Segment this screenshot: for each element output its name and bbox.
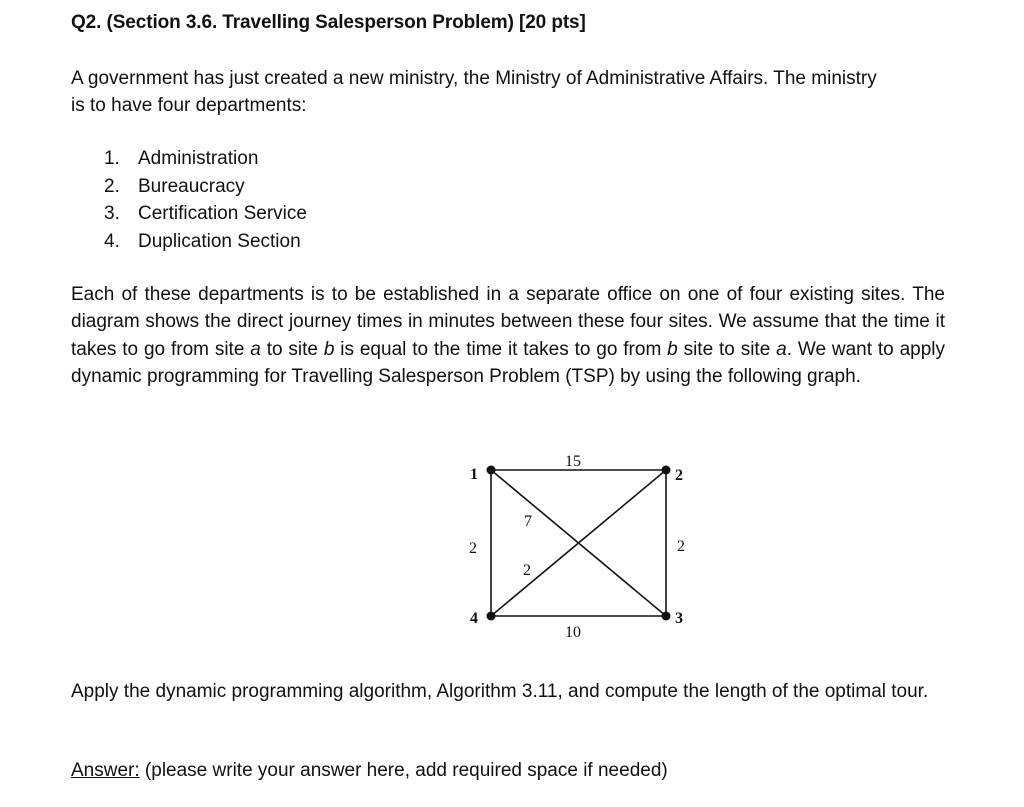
list-item-number: 1.: [104, 148, 120, 169]
list-item-number: 2.: [104, 175, 120, 197]
departments-list: [104, 145, 307, 255]
node-4-dot: [487, 612, 496, 621]
answer-prompt: (please write your answer here, add required space if needed): [139, 760, 668, 781]
edge-1-4-weight: 2: [469, 540, 477, 557]
node-3-label: 3: [675, 610, 683, 627]
description-text: . We want to apply dynamic programming for Travelling Salesperson Problem (TSP) by using the following graph.: [71, 338, 945, 387]
closing-paragraph: Apply the dynamic programming algorithm, Algorithm 3.11, and compute the length of the optimal tour.: [71, 681, 929, 702]
list-item-number: 3.: [104, 203, 120, 224]
edge-2-3-weight: 2: [677, 538, 685, 555]
variable-b: b: [323, 338, 335, 360]
node-2-dot: [662, 466, 671, 475]
description-text: Each of these departments is to be established in a separate office on one of four existing sites. The diagram shows the direct journey times in minutes between these four sites. We assume that the time it takes to go from site: [71, 284, 945, 360]
list-item-label: Administration: [138, 148, 259, 169]
description-paragraph: [71, 281, 945, 390]
list-item-number: 4.: [104, 230, 120, 252]
intro-line-2: is to have four departments:: [71, 95, 307, 116]
variable-a: a: [776, 338, 787, 360]
edge-2-4-weight: 2: [523, 562, 531, 579]
list-item: [104, 228, 307, 256]
node-4-label: 4: [470, 610, 478, 627]
tsp-graph: [431, 446, 731, 646]
node-3-dot: [662, 612, 671, 621]
list-item-label: Bureaucracy: [138, 175, 245, 197]
list-item: [104, 173, 307, 201]
node-1-dot: [487, 466, 496, 475]
variable-a: a: [250, 338, 261, 360]
node-1-label: 1: [470, 466, 478, 483]
edge-4-3-weight: 10: [565, 624, 581, 641]
answer-line: [71, 760, 668, 782]
edge-1-2-weight: 15: [565, 453, 581, 470]
intro-line-1: A government has just created a new ministry, the Ministry of Administrative Affairs. The ministry: [71, 68, 877, 89]
description-text: to site: [260, 338, 324, 360]
variable-b: b: [667, 338, 678, 360]
node-2-label: 2: [675, 467, 683, 484]
intro-paragraph: [71, 65, 945, 119]
description-text: site to site: [677, 338, 777, 360]
list-item: [104, 200, 307, 228]
list-item-label: Duplication Section: [138, 230, 301, 252]
list-item: [104, 145, 307, 173]
list-item-label: Certification Service: [138, 203, 307, 224]
answer-label: Answer:: [71, 760, 140, 781]
description-text: is equal to the time it takes to go from: [334, 338, 668, 360]
question-title: Q2. (Section 3.6. Travelling Salesperson Problem) [20 pts]: [71, 12, 586, 33]
edge-1-3-weight: 7: [524, 513, 532, 530]
